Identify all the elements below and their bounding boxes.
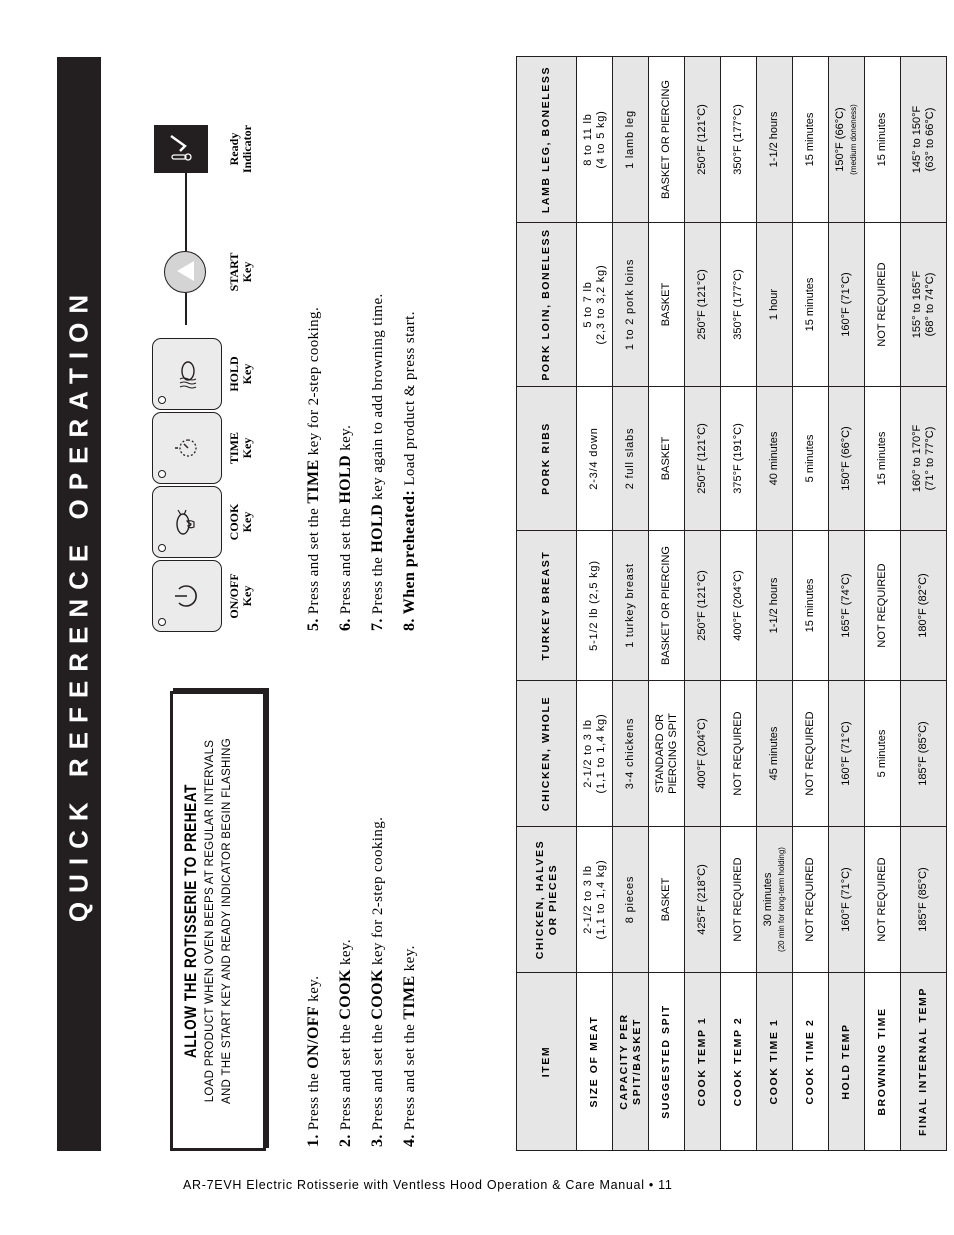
table-cell [649,387,685,531]
step-key: TIME [305,459,322,504]
step-key: HOLD [369,503,386,553]
cell-line: 1 hour [768,288,780,321]
column-header: PORK LOIN, BONELESS [517,223,577,387]
step-key: When preheated: [401,489,418,615]
table-row [865,57,901,1151]
cell-line: 40 minutes [768,431,780,486]
table-cell [721,681,757,827]
row-header: FINAL INTERNAL TEMP [901,973,947,1151]
step-text: Press and set the [338,503,354,615]
step-item [330,293,362,631]
step-text: key for 2-step cooking. [370,816,386,970]
table-cell [757,681,793,827]
step-key: TIME [401,975,418,1020]
steps-left [298,817,426,1147]
table-cell [613,681,649,827]
column-header: TURKEY BREAST [517,531,577,681]
table-cell [865,387,901,531]
table-row [649,57,685,1151]
cell-line: 155° to 165°F [910,270,923,339]
step-text: Press and set the [370,1019,386,1131]
step-item [394,817,426,1147]
step-text: Press and set the [338,1019,354,1131]
table-cell [793,827,829,973]
step-number: 4. [401,1134,418,1147]
cell-line: 8 pieces [624,875,636,924]
cell-line: BASKET [660,877,672,922]
cell-line: BASKET OR PIERCING [660,546,672,665]
chicken-flame-icon [170,505,204,539]
table-cell [829,681,865,827]
step-item [330,817,362,1147]
cell-line: 8 to 11 lb [581,113,594,166]
table-cell [865,57,901,223]
table-row [901,57,947,1151]
connector-line [185,293,187,325]
table-cell [757,531,793,681]
table-cell [613,827,649,973]
table-cell [829,531,865,681]
cell-line: 2-1/2 to 3 lb [581,865,594,934]
cell-line: NOT REQUIRED [876,857,888,942]
hold-key[interactable] [152,338,222,410]
table-row [685,57,721,1151]
cell-line: 2 full slabs [624,427,636,490]
table-cell [649,827,685,973]
cell-line: PIERCING SPIT [666,713,679,794]
column-header: PORK RIBS [517,387,577,531]
cell-line: 1 lamb leg [624,110,636,169]
table-cell [757,223,793,387]
step-key: HOLD [337,454,354,504]
cell-line: BASKET [660,436,672,481]
table-cell [865,681,901,827]
step-text: key. [338,424,354,455]
power-icon [170,579,204,613]
cell-line: 400°F (204°C) [732,570,744,641]
cell-line: 160°F (71°C) [840,272,852,337]
cell-line: 145° to 150°F [910,105,923,174]
cell-line: 5 minutes [804,434,816,483]
table-cell [685,681,721,827]
step-text: key again to add browning time. [370,293,386,504]
cell-line: (68° to 74°C) [923,272,936,337]
cell-line: 1 turkey breast [624,563,636,648]
cell-line: 30 minutes [761,872,774,927]
cell-line: NOT REQUIRED [804,711,816,796]
table-header-row [517,57,577,1151]
steps-right [298,293,426,631]
row-header: COOK TEMP 2 [721,973,757,1151]
cell-line: 400°F (204°C) [696,718,708,789]
ready-indicator [154,125,208,173]
table-cell [685,387,721,531]
cell-line: STANDARD OR [653,713,666,794]
step-text: Press the [306,1068,322,1131]
table-cell [613,223,649,387]
cell-line: 2-1/2 to 3 lb [581,719,594,788]
page-title: QUICK REFERENCE OPERATION [63,285,94,923]
key-led [158,618,166,626]
column-header: LAMB LEG, BONELESS [517,57,577,223]
cell-line: 45 minutes [768,726,780,781]
timer-icon [170,431,204,465]
step-number: 1. [305,1134,322,1147]
cell-line: 5 minutes [876,729,888,778]
cell-line: 350°F (177°C) [732,269,744,340]
preheat-line-1: LOAD PRODUCT WHEN OVEN BEEPS AT REGULAR INTERVALS [204,739,216,1103]
start-triangle-icon [177,261,194,281]
table-cell [721,531,757,681]
key-led [158,396,166,404]
row-header: HOLD TEMP [829,973,865,1151]
table-cell [793,531,829,681]
table-cell [685,57,721,223]
cell-line: (1,1 to 1,4 kg) [594,713,607,794]
cell-line: (20 min for long-term holding) [776,847,786,952]
start-key[interactable] [164,251,206,293]
table-cell [613,57,649,223]
cell-line: (71° to 77°C) [923,426,936,491]
table-row [757,57,793,1151]
cell-line: BASKET OR PIERCING [660,80,672,199]
table-row [793,57,829,1151]
table-cell [649,223,685,387]
cell-line: 1-1/2 hours [768,577,780,634]
table-cell [829,387,865,531]
cell-line: 1-1/2 hours [768,111,780,168]
table-cell [901,681,947,827]
table-cell [901,387,947,531]
cell-line: (2,3 to 3,2 kg) [594,264,607,345]
cell-line: 250°F (121°C) [696,570,708,641]
step-item [298,817,330,1147]
cell-line: 2-3/4 down [588,427,600,490]
cell-line: 185°F (85°C) [917,867,929,932]
cell-line: 250°F (121°C) [696,423,708,494]
table-row [577,57,613,1151]
table-cell [721,387,757,531]
step-text: Press the [370,552,386,615]
table-cell [613,387,649,531]
cell-line: (63° to 66°C) [923,107,936,172]
cell-line: NOT REQUIRED [804,857,816,942]
step-text: key. [338,938,354,970]
cell-line: (1,1 to 1,4 kg) [594,859,607,940]
table-cell [577,57,613,223]
cell-line: 375°F (191°C) [732,423,744,494]
step-key: ON/OFF [305,1005,322,1069]
preheat-box [170,691,266,1151]
cell-line: 1 to 2 pork loins [624,258,636,351]
table-cell [649,57,685,223]
step-text: key. [306,975,322,1006]
table-cell [901,223,947,387]
step-number: 7. [369,618,386,631]
page-footer: AR-7EVH Electric Rotisserie with Ventless Hood Operation & Care Manual • 11 [183,1178,673,1192]
table-cell [829,57,865,223]
table-cell [793,387,829,531]
cell-line: 5-1/2 lb (2,5 kg) [588,560,600,651]
cell-line: 15 minutes [804,578,816,633]
step-item [362,817,394,1147]
cook-key-label: COOK Key [227,503,254,541]
step-key: COOK [337,969,354,1020]
row-header: COOK TIME 2 [793,973,829,1151]
table-cell [613,531,649,681]
step-number: 2. [337,1134,354,1147]
preheat-line-2: AND THE START KEY AND READY INDICATOR BEGIN FLASHING [221,738,233,1105]
table-cell [829,827,865,973]
cell-line: 150°F (66°C) [833,107,846,172]
table-cell [865,827,901,973]
table-cell [757,57,793,223]
table-cell [793,681,829,827]
row-header: CAPACITY PER SPIT/BASKET [613,973,649,1151]
item-header: ITEM [517,973,577,1151]
table-row [613,57,649,1151]
cell-line: 350°F (177°C) [732,104,744,175]
step-number: 5. [305,618,322,631]
table-row [721,57,757,1151]
table-cell [649,681,685,827]
title-bar [57,57,101,1151]
hold-key-label: HOLD Key [227,356,254,392]
table-cell [865,223,901,387]
chicken-heat-icon [170,357,204,391]
table-cell [793,223,829,387]
cell-line: 180°F (82°C) [917,573,929,638]
cell-line: 15 minutes [804,277,816,332]
ready-indicator-label: Ready Indicator [227,125,254,173]
step-text: key for 2-step cooking. [306,306,322,460]
table-cell [793,57,829,223]
table-cell [721,223,757,387]
table-cell [577,387,613,531]
cell-line: 160° to 170°F [910,424,923,493]
column-header: CHICKEN, HALVES OR PIECES [517,827,577,973]
time-key-label: TIME Key [227,432,254,465]
thermometer-check-icon [166,133,196,163]
key-led [158,544,166,552]
table-cell [757,827,793,973]
table-cell [649,531,685,681]
cell-line: 165°F (74°C) [840,573,852,638]
cell-line: 15 minutes [876,112,888,167]
cook-key[interactable] [152,486,222,558]
table-row [829,57,865,1151]
cell-line: 150°F (66°C) [840,426,852,491]
cell-line: 15 minutes [876,431,888,486]
step-text: Press and set the [402,1019,418,1131]
column-header: CHICKEN, WHOLE [517,681,577,827]
key-led [158,470,166,478]
table-cell [685,531,721,681]
table-cell [685,827,721,973]
reference-content [116,57,936,1151]
table-cell [685,223,721,387]
table-cell [721,57,757,223]
cell-line: 15 minutes [804,112,816,167]
step-number: 8. [401,618,418,631]
cell-line: BASKET [660,282,672,327]
step-text: Load product & press start. [402,311,418,490]
row-header: SIZE OF MEAT [577,973,613,1151]
connector-line [185,173,187,251]
table-cell [757,387,793,531]
cell-line: NOT REQUIRED [876,262,888,347]
step-key: COOK [369,969,386,1020]
table-cell [901,531,947,681]
step-text: key. [402,945,418,976]
cell-line: 160°F (71°C) [840,867,852,932]
step-text: Press and set the [306,503,322,615]
cell-line: 3-4 chickens [624,717,636,790]
step-item [298,293,330,631]
reference-table [516,56,947,1151]
table-cell [577,223,613,387]
cell-line: 250°F (121°C) [696,104,708,175]
table-cell [901,57,947,223]
table-cell [865,531,901,681]
cell-line: (medium doneness) [848,104,858,175]
step-item [394,293,426,631]
cell-line: (4 to 5 kg) [594,110,607,169]
table-cell [577,681,613,827]
cell-line: 5 to 7 lb [581,281,594,328]
cell-line: 425°F (218°C) [696,864,708,935]
start-key-label: START Key [227,252,254,292]
cell-line: 185°F (85°C) [917,721,929,786]
cell-line: NOT REQUIRED [732,857,744,942]
step-item [362,293,394,631]
row-header: SUGGESTED SPIT [649,973,685,1151]
on-off-key-label: ON/OFF Key [227,573,254,619]
table-cell [829,223,865,387]
table-cell [577,827,613,973]
cell-line: NOT REQUIRED [732,711,744,796]
step-number: 3. [369,1134,386,1147]
table-cell [721,827,757,973]
table-cell [901,827,947,973]
row-header: BROWNING TIME [865,973,901,1151]
cell-line: 160°F (71°C) [840,721,852,786]
on-off-key[interactable] [152,560,222,632]
table-cell [577,531,613,681]
cell-line: 250°F (121°C) [696,269,708,340]
row-header: COOK TIME 1 [757,973,793,1151]
time-key[interactable] [152,412,222,484]
row-header: COOK TEMP 1 [685,973,721,1151]
step-number: 6. [337,618,354,631]
preheat-heading: ALLOW THE ROTISSERIE TO PREHEAT [181,784,200,1058]
cell-line: NOT REQUIRED [876,563,888,648]
